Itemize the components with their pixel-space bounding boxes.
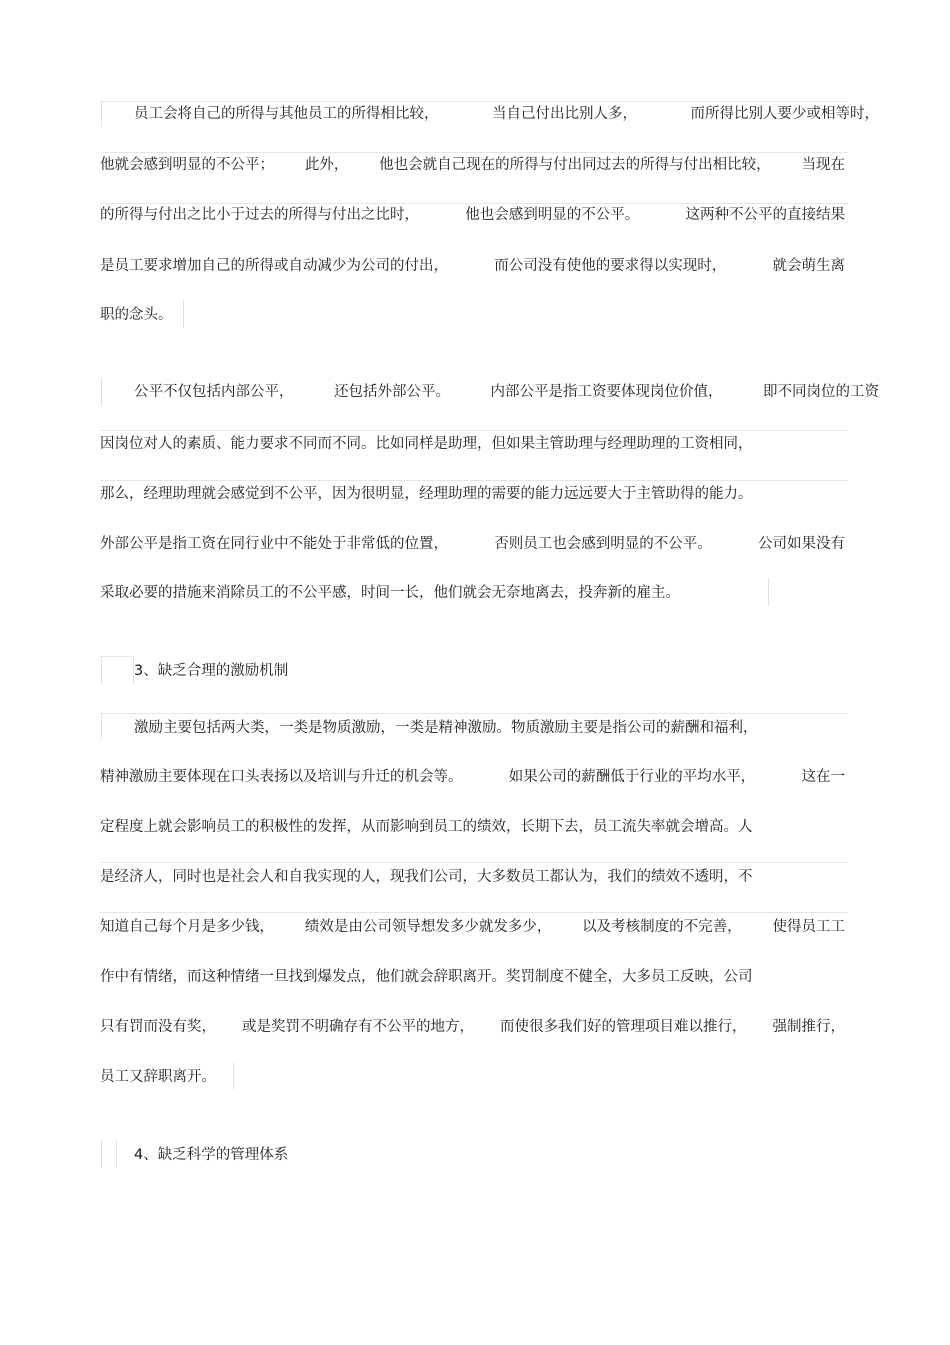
- section-heading-3: 3、缺乏合理的激励机制: [134, 663, 289, 679]
- text-segment: 员工又辞职离开。: [100, 1069, 216, 1085]
- text-segment: 激励主要包括两大类，一类是物质激励，一类是精神激励。物质激励主要是指公司的薪酬和福利，: [134, 720, 758, 736]
- paragraph-3-line-7: [100, 1015, 845, 1039]
- text-segment: 是员工要求增加自己的所得或自动减少为公司的付出，: [100, 258, 448, 274]
- text-segment: 只有罚而没有奖，: [100, 1019, 216, 1035]
- text-segment: 他就会感到明显的不公平；: [100, 157, 274, 173]
- text-segment: 而所得比别人要少或相等时，: [690, 106, 879, 122]
- text-segment: 绩效是由公司领导想发多少就发多少，: [304, 919, 552, 935]
- scan-rule: [116, 1140, 117, 1168]
- text-segment: 就会萌生离: [772, 258, 845, 274]
- scan-rule: [101, 656, 102, 684]
- paragraph-2-line-4: [100, 532, 845, 556]
- text-segment: 因岗位对人的素质、能力要求不同而不同。比如同样是助理，但如果主管助理与经理助理的工资相同，: [100, 436, 753, 452]
- section-heading-4: 4、缺乏科学的管理体系: [134, 1147, 289, 1163]
- scan-rule: [100, 912, 848, 913]
- text-segment: 精神激励主要体现在口头表扬以及培训与升迁的机会等。: [100, 769, 463, 785]
- text-segment: 定程度上就会影响员工的积极性的发挥，从而影响到员工的绩效，长期下去，员工流失率就会增高。人: [100, 819, 753, 835]
- scan-rule: [100, 862, 848, 863]
- text-segment: 内部公平是指工资要体现岗位价值，: [490, 384, 723, 400]
- paragraph-2-line-3: [100, 482, 845, 506]
- scan-rule: [100, 713, 848, 714]
- paragraph-3-line-1: [100, 716, 879, 740]
- text-segment: 如果公司的薪酬低于行业的平均水平，: [508, 769, 756, 785]
- paragraph-1-line-4: [100, 254, 845, 278]
- text-segment: 即不同岗位的工资: [763, 384, 879, 400]
- text-segment: 或是奖罚不明确存有不公平的地方，: [242, 1019, 474, 1035]
- text-segment: 这两种不公平的直接结果: [685, 207, 845, 223]
- scan-rule: [100, 480, 848, 481]
- text-segment: 采取必要的措施来消除员工的不公平感，时间一长，他们就会无奈地离去，投奔新的雇主。: [100, 585, 680, 601]
- text-segment: 外部公平是指工资在同行业中不能处于非常低的位置，: [100, 536, 448, 552]
- text-segment: 而公司没有使他的要求得以实现时，: [494, 258, 727, 274]
- paragraph-3-line-4: [100, 865, 845, 889]
- text-segment: 公司如果没有: [758, 536, 845, 552]
- text-segment: 作中有情绪，而这种情绪一旦找到爆发点，他们就会辞职离开。奖罚制度不健全，大多员工反映，公司: [100, 969, 753, 985]
- paragraph-3-line-8: [100, 1065, 845, 1089]
- text-segment: 员工会将自己的所得与其他员工的所得相比较，: [134, 106, 439, 122]
- paragraph-2-line-5: [100, 581, 845, 605]
- paragraph-1-line-5: [100, 303, 845, 327]
- text-segment: 还包括外部公平。: [334, 384, 450, 400]
- paragraph-3-line-3: [100, 815, 845, 839]
- text-segment: 强制推行，: [772, 1019, 845, 1035]
- paragraph-1-line-2: [100, 153, 845, 177]
- paragraph-2-line-2: [100, 432, 845, 456]
- text-segment: 否则员工也会感到明显的不公平。: [494, 536, 712, 552]
- text-segment: 是经济人，同时也是社会人和自我实现的人，现我们公司，大多数员工都认为，我们的绩效不透明，不: [100, 869, 753, 885]
- text-segment: 这在一: [801, 769, 845, 785]
- scan-rule: [100, 656, 134, 657]
- paragraph-2-line-1: [100, 380, 879, 404]
- text-segment: 职的念头。: [100, 307, 173, 323]
- text-segment: 而使很多我们好的管理项目难以推行，: [500, 1019, 747, 1035]
- text-segment: 公平不仅包括内部公平，: [134, 384, 294, 400]
- scan-rule: [100, 430, 848, 431]
- text-segment: 当现在: [801, 157, 845, 173]
- text-segment: 他也会就自己现在的所得与付出同过去的所得与付出相比较，: [379, 157, 771, 173]
- text-segment: 他也会感到明显的不公平。: [465, 207, 640, 223]
- paragraph-1-line-3: [100, 203, 845, 227]
- text-segment: 当自己付出比别人多，: [492, 106, 637, 122]
- paragraph-3-line-2: [100, 765, 845, 789]
- paragraph-3-line-6: [100, 965, 845, 989]
- text-segment: 以及考核制度的不完善，: [582, 919, 742, 935]
- paragraph-3-line-5: [100, 915, 845, 939]
- text-segment: 此外，: [304, 157, 349, 173]
- text-segment: 知道自己每个月是多少钱，: [100, 919, 274, 935]
- text-segment: 那么，经理助理就会感觉到不公平，因为很明显，经理助理的需要的能力远远要大于主管助得的能力。: [100, 486, 753, 502]
- paragraph-1-line-1: [100, 102, 879, 126]
- text-segment: 使得员工工: [772, 919, 845, 935]
- scan-rule: [101, 1140, 102, 1168]
- text-segment: 的所得与付出之比小于过去的所得与付出之比时，: [100, 207, 419, 223]
